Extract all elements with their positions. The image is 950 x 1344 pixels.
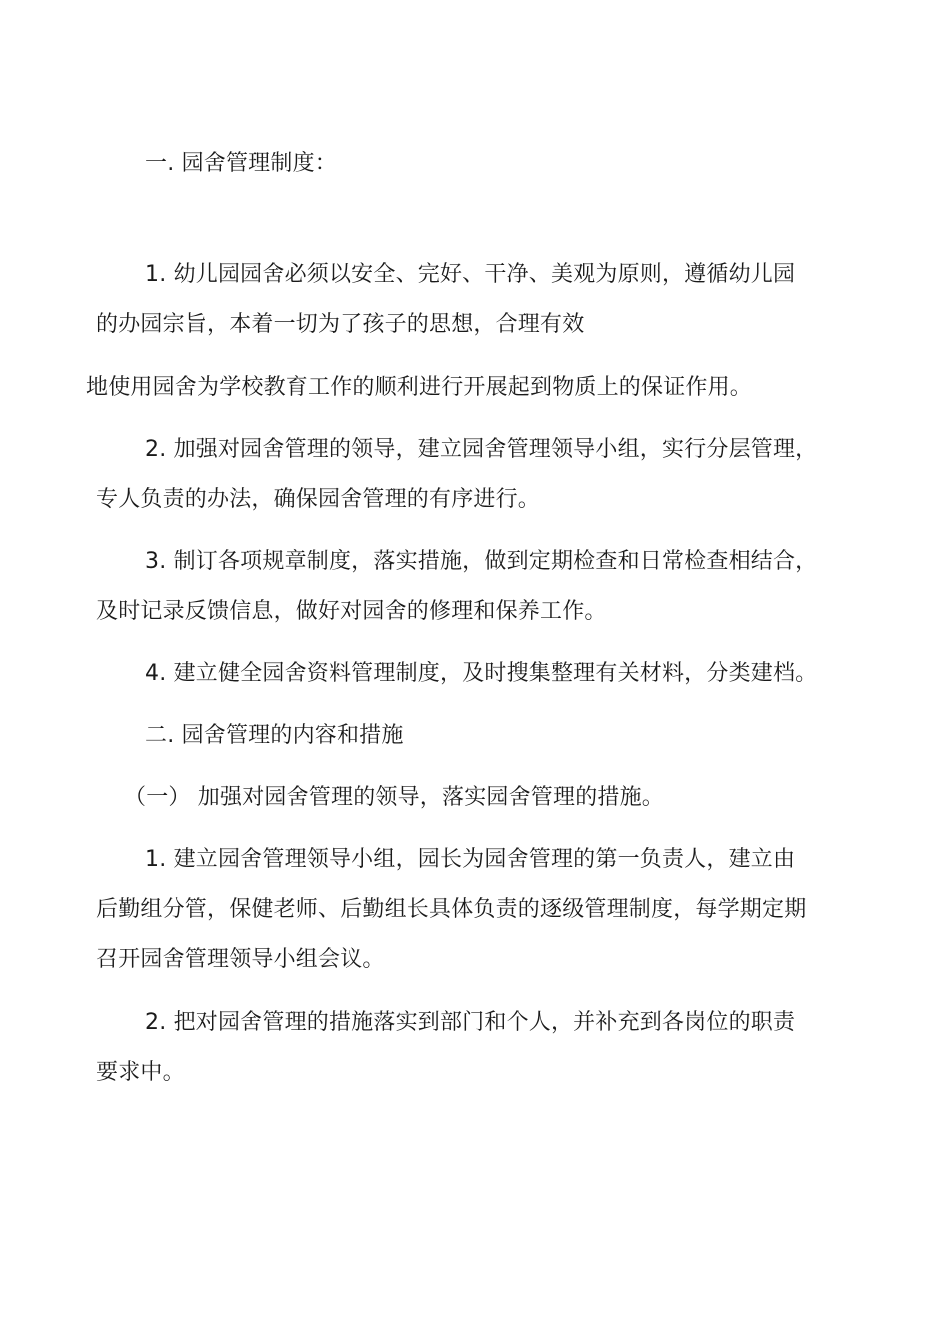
- paragraph-line: 后勤组分管，保健老师、后勤组长具体负责的逐级管理制度，每学期定期: [96, 897, 807, 922]
- section-heading-1: 一. 园舍管理制度：: [145, 151, 337, 176]
- paragraph-line: 召开园舍管理领导小组会议。: [96, 947, 385, 972]
- paragraph-line: 2. 加强对园舍管理的领导，建立园舍管理领导小组，实行分层管理，: [145, 437, 818, 462]
- paragraph-line: 地使用园舍为学校教育工作的顺利进行开展起到物质上的保证作用。: [86, 375, 753, 400]
- paragraph-line: 3. 制订各项规章制度，落实措施，做到定期检查和日常检查相结合，: [145, 549, 818, 574]
- paragraph-line: 及时记录反馈信息，做好对园舍的修理和保养工作。: [96, 599, 607, 624]
- paragraph-line: 1. 幼儿园园舍必须以安全、完好、干净、美观为原则，遵循幼儿园: [145, 262, 796, 287]
- paragraph-line: 1. 建立园舍管理领导小组，园长为园舍管理的第一负责人，建立由: [145, 847, 796, 872]
- paragraph-line: 的办园宗旨，本着一切为了孩子的思想，合理有效: [96, 312, 585, 337]
- paragraph-line: 2. 把对园舍管理的措施落实到部门和个人，并补充到各岗位的职责: [145, 1010, 796, 1035]
- paragraph-line: 要求中。: [96, 1060, 185, 1085]
- paragraph-line: 4. 建立健全园舍资料管理制度，及时搜集整理有关材料，分类建档。: [145, 661, 818, 686]
- section-heading-2: 二. 园舍管理的内容和措施: [145, 723, 404, 748]
- subsection-heading: （一） 加强对园舍管理的领导，落实园舍管理的措施。: [124, 785, 664, 810]
- paragraph-line: 专人负责的办法，确保园舍管理的有序进行。: [96, 487, 541, 512]
